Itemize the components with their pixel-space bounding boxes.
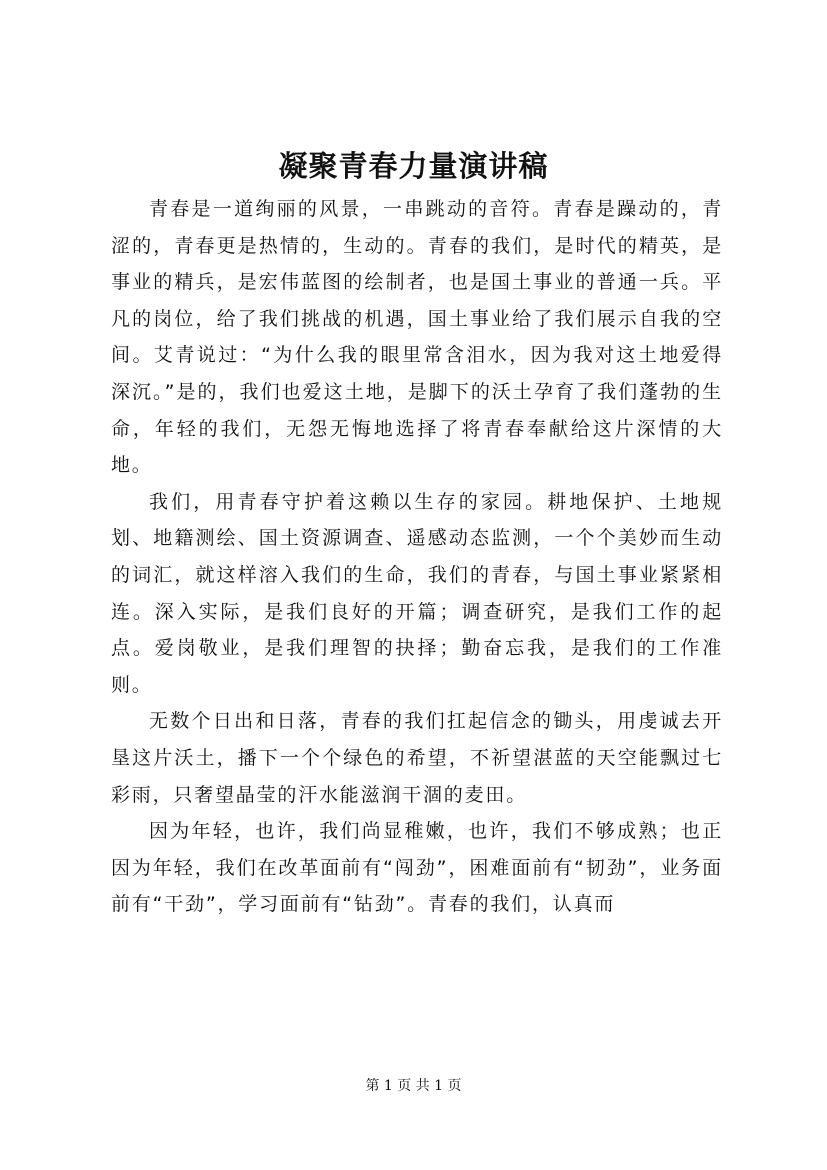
- paragraph: 因为年轻，也许，我们尚显稚嫩，也许，我们不够成熟；也正因为年轻，我们在改革面前有“闯劲”，困难面前有“韧劲”，业务面前有“干劲”，学习面前有“钻劲”。青春的我们，认真而: [111, 820, 723, 916]
- paragraph: 无数个日出和日落，青春的我们扛起信念的锄头，用虔诚去开垦这片沃土，播下一个个绿色的希望，不祈望湛蓝的天空能飘过七彩雨，只奢望晶莹的汗水能滋润干涸的麦田。: [111, 710, 723, 806]
- page-number-footer: 第 1 页 共 1 页: [365, 1078, 462, 1094]
- document-title: 凝聚青春力量演讲稿: [278, 149, 549, 183]
- paragraph: 我们，用青春守护着这赖以生存的家园。耕地保护、土地规划、地籍测绘、国土资源调查、遥感动态监测，一个个美妙而生动的词汇，就这样溶入我们的生命，我们的青春，与国土事业紧紧相连。深入实际，是我们良好的开篇；调查研究，是我们工作的起点。爱岗敬业，是我们理智的抉择；勤奋忘我，是我们的工作准则。: [111, 490, 723, 696]
- paragraph: 青春是一道绚丽的风景，一串跳动的音符。青春是躁动的，青涩的，青春更是热情的，生动的。青春的我们，是时代的精英，是事业的精兵，是宏伟蓝图的绘制者，也是国土事业的普通一兵。平凡的岗位，给了我们挑战的机遇，国土事业给了我们展示自我的空间。艾青说过：“为什么我的眼里常含泪水，因为我对这土地爱得深沉。”是的，我们也爱这土地，是脚下的沃土孕育了我们蓬勃的生命，年轻的我们，无怨无悔地选择了将青春奉献给这片深情的大地。: [111, 198, 723, 477]
- document-body: [111, 191, 723, 923]
